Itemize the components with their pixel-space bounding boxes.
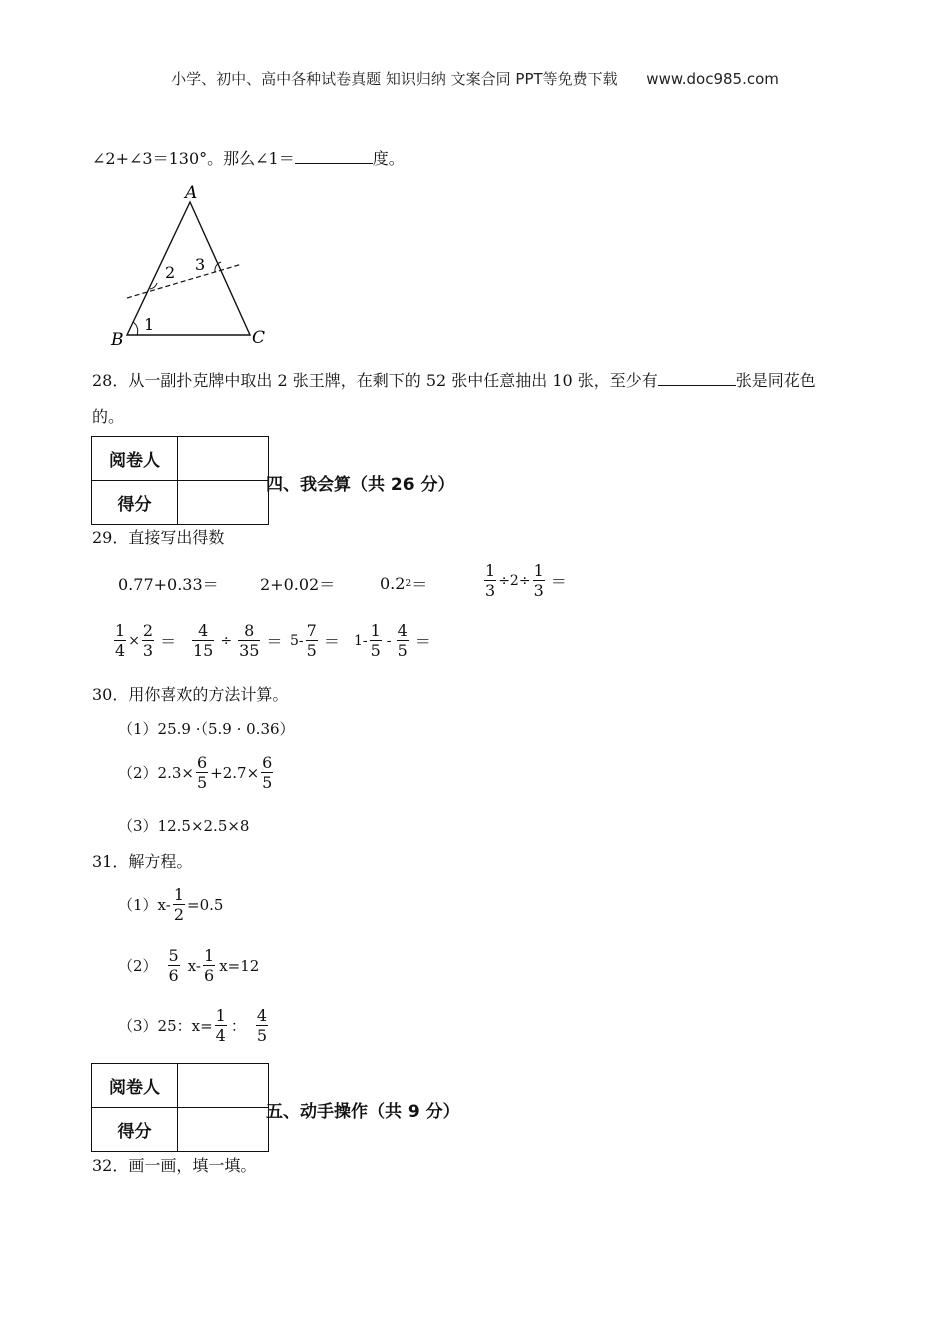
fraction: $\frac{1}{3}$: [485, 561, 496, 600]
angle1-arc: [133, 322, 138, 335]
label-c: C: [252, 328, 266, 348]
fraction: $\frac{6}{5}$: [262, 753, 273, 792]
fraction: $\frac{4}{5}$: [256, 1006, 268, 1045]
q32-title: 32．画一画，填一填。: [92, 1156, 257, 1175]
score-table-1: [91, 436, 269, 525]
q30-title: 30．用你喜欢的方法计算。: [92, 685, 289, 704]
score-cell[interactable]: [178, 1108, 269, 1152]
q31-part2: （2） $\frac{5}{6}$ x- $\frac{1}{6}$ x=12: [118, 946, 260, 985]
section4-title: 四、我会算（共 26 分）: [266, 475, 455, 495]
q29-title: 29．直接写出得数: [92, 528, 225, 547]
reviewer-cell[interactable]: [178, 437, 269, 481]
fraction: $\frac{4}{5}$: [397, 621, 408, 660]
q27-text: ∠2+∠3＝130°。那么∠1＝ 度。: [92, 149, 405, 168]
section5-title: 五、动手操作（共 9 分）: [266, 1102, 460, 1122]
q30-part2: （2）2.3× $\frac{6}{5}$ +2.7× $\frac{6}{5}$: [118, 753, 273, 792]
score-cell[interactable]: [178, 481, 269, 525]
fraction: $\frac{1}{4}$: [215, 1006, 226, 1045]
q29-e7: 5- $\frac{7}{5}$ ＝: [290, 621, 340, 660]
q29-e6: $\frac{4}{15}$ ÷ $\frac{8}{35}$ ＝: [193, 621, 283, 660]
q31-part1: （1）x- $\frac{1}{2}$ =0.5: [118, 885, 224, 924]
q29-e2: 2+0.02＝: [260, 575, 336, 594]
reviewer-label: 阅卷人: [92, 1064, 178, 1108]
score-table-2: [91, 1063, 269, 1152]
label-a: A: [185, 183, 198, 203]
fraction: $\frac{1}{4}$: [115, 621, 126, 660]
score-label: 得分: [92, 1108, 178, 1152]
fraction: $\frac{1}{6}$: [204, 946, 215, 985]
q30-part1: （1）25.9 ·（5.9 · 0.36）: [118, 720, 295, 738]
fraction: $\frac{1}{3}$: [533, 561, 544, 600]
header-text: 小学、初中、高中各种试卷真题 知识归纳 文案合同 PPT等免费下载: [171, 70, 618, 88]
fraction: $\frac{6}{5}$: [196, 753, 208, 792]
angle3-label: 3: [195, 255, 206, 274]
q31-part3: （3）25：x= $\frac{1}{4}$ ： $\frac{4}{5}$: [118, 1006, 268, 1045]
fraction: $\frac{1}{2}$: [173, 885, 184, 924]
q29-e3: 0.2 2 ＝: [380, 574, 428, 594]
q28-text-cont: 的。: [92, 407, 125, 426]
q28-text: 28．从一副扑克牌中取出 2 张王牌，在剩下的 52 张中任意抽出 10 张，至少有 张是同花色: [92, 371, 816, 390]
q29-e5: $\frac{1}{4}$ × $\frac{2}{3}$ ＝: [115, 621, 177, 660]
score-label: 得分: [92, 481, 178, 525]
dashed-line: [127, 264, 242, 298]
fraction: $\frac{4}{15}$: [193, 621, 214, 660]
fraction: $\frac{1}{5}$: [370, 621, 381, 660]
fraction: $\frac{8}{35}$: [239, 621, 260, 660]
angle1-label: 1: [144, 315, 155, 334]
q29-e4: $\frac{1}{3}$ ÷2÷ $\frac{1}{3}$ ＝: [485, 561, 567, 600]
fraction: $\frac{7}{5}$: [306, 621, 317, 660]
q31-title: 31．解方程。: [92, 852, 193, 871]
triangle-figure: [105, 180, 285, 350]
reviewer-cell[interactable]: [178, 1064, 269, 1108]
page-header: [0, 68, 950, 89]
q28-answer-blank[interactable]: [658, 371, 736, 386]
fraction: $\frac{5}{6}$: [168, 946, 179, 985]
reviewer-label: 阅卷人: [92, 437, 178, 481]
label-b: B: [111, 330, 124, 350]
q29-e1: 0.77+0.33＝: [118, 575, 219, 594]
q29-e8: 1- $\frac{1}{5}$ - $\frac{4}{5}$ ＝: [354, 621, 431, 660]
q30-part3: （3）12.5×2.5×8: [118, 817, 250, 835]
angle2-label: 2: [165, 263, 176, 282]
header-url[interactable]: www.doc985.com: [646, 70, 779, 88]
fraction: $\frac{2}{3}$: [142, 621, 154, 660]
q27-answer-blank[interactable]: [295, 149, 373, 164]
